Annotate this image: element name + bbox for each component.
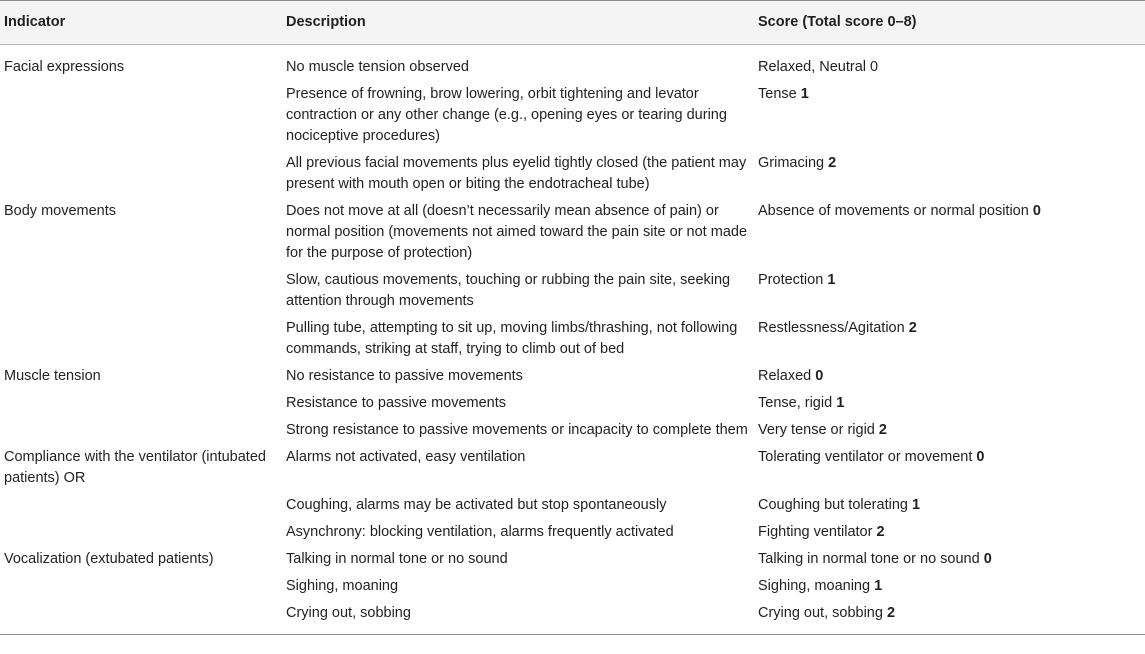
score-value: 1 — [874, 578, 883, 594]
indicator-cell — [0, 315, 281, 363]
indicator-cell — [0, 81, 281, 150]
table-header — [0, 1, 1145, 45]
score-value: 2 — [886, 605, 896, 621]
score-cell — [753, 390, 1145, 417]
score-cell — [753, 81, 1145, 150]
indicator-cell — [0, 600, 281, 635]
description-cell: Slow, cautious movements, touching or rubbing the pain site, seeking attention through movements — [286, 272, 731, 309]
indicator-cell — [0, 573, 281, 600]
score-label: Sighing, moaning — [758, 578, 875, 594]
table-row — [0, 573, 1145, 600]
score-cell — [753, 315, 1145, 363]
table-body — [0, 45, 1145, 635]
score-value: 2 — [876, 524, 885, 540]
score-label: Relaxed — [758, 368, 816, 384]
description-cell: Sighing, moaning — [286, 578, 399, 594]
description-cell: Talking in normal tone or no sound — [286, 551, 508, 567]
table-row — [0, 150, 1145, 198]
score-value: 0 — [976, 449, 985, 465]
indicator-cell: Vocalization (extubated patients) — [4, 551, 214, 567]
score-cell — [753, 519, 1145, 546]
indicator-cell: Muscle tension — [4, 368, 101, 384]
score-label: Relaxed, Neutral 0 — [758, 59, 879, 75]
score-label: Absence of movements or normal position — [758, 203, 1033, 219]
score-cell — [753, 150, 1145, 198]
score-cell — [753, 444, 1145, 492]
score-label: Tense — [758, 86, 801, 102]
score-value: 0 — [815, 368, 824, 384]
score-label: Talking in normal tone or no sound — [758, 551, 984, 567]
score-value: 0 — [1032, 203, 1041, 219]
indicator-cell: Body movements — [4, 203, 117, 219]
score-value: 2 — [908, 320, 917, 336]
description-cell: Crying out, sobbing — [281, 600, 753, 635]
description-cell: Presence of frowning, brow lowering, orbit tightening and levator contraction or any other change (e.g., opening eyes or tearing during nociceptive procedures) — [286, 86, 727, 144]
score-cell — [753, 492, 1145, 519]
score-label: Crying out, sobbing — [758, 605, 887, 621]
table-row — [0, 45, 1145, 82]
description-cell: No muscle tension observed — [286, 59, 469, 75]
score-label: Grimacing — [758, 155, 829, 171]
table-row — [0, 417, 1145, 444]
indicator-cell — [0, 267, 281, 315]
score-label: Protection — [758, 272, 828, 288]
score-cell — [753, 267, 1145, 315]
score-value: 1 — [836, 395, 845, 411]
score-cell — [753, 45, 1145, 82]
header-row — [0, 1, 1145, 45]
table-row — [0, 363, 1145, 390]
score-label: Restlessness/Agitation — [758, 320, 909, 336]
score-value: 2 — [828, 155, 837, 171]
description-cell: Does not move at all (doesn’t necessarily mean absence of pain) or normal position (movements not aimed toward the pain site or not made for the purpose of protection) — [286, 203, 748, 261]
indicator-cell: Facial expressions — [4, 59, 125, 75]
indicator-cell — [0, 390, 281, 417]
score-cell — [753, 573, 1145, 600]
score-label: Tolerating ventilator or movement — [758, 449, 977, 465]
description-cell: No resistance to passive movements — [286, 368, 523, 384]
indicator-cell — [0, 519, 281, 546]
table-row — [0, 444, 1145, 492]
score-cell — [753, 363, 1145, 390]
description-cell: Asynchrony: blocking ventilation, alarms frequently activated — [286, 524, 674, 540]
indicator-cell — [0, 417, 281, 444]
score-value: 0 — [983, 551, 992, 567]
score-cell — [753, 546, 1145, 573]
score-cell — [753, 600, 1145, 635]
table-row — [0, 81, 1145, 150]
table-row — [0, 267, 1145, 315]
table-row — [0, 546, 1145, 573]
score-label: Tense, rigid — [758, 395, 837, 411]
description-cell: Strong resistance to passive movements or incapacity to complete them — [286, 422, 748, 438]
table-row — [0, 315, 1145, 363]
score-label: Very tense or rigid — [758, 422, 879, 438]
score-cell — [753, 417, 1145, 444]
table-row — [0, 492, 1145, 519]
table-row — [0, 600, 1145, 635]
score-value: 1 — [827, 272, 836, 288]
indicator-cell — [0, 492, 281, 519]
table-row — [0, 390, 1145, 417]
indicator-cell — [0, 150, 281, 198]
table-row — [0, 198, 1145, 267]
header-description: Description — [281, 1, 753, 45]
score-label: Coughing but tolerating — [758, 497, 912, 513]
description-cell: Pulling tube, attempting to sit up, moving limbs/thrashing, not following commands, striking at staff, trying to climb out of bed — [286, 320, 738, 357]
description-cell: Alarms not activated, easy ventilation — [286, 449, 526, 465]
indicator-cell: Compliance with the ventilator (intubated patients) OR — [4, 449, 266, 486]
table-row — [0, 519, 1145, 546]
description-cell: All previous facial movements plus eyelid tightly closed (the patient may present with mouth open or biting the endotracheal tube) — [286, 155, 747, 192]
header-indicator: Indicator — [0, 1, 281, 45]
description-cell: Resistance to passive movements — [286, 395, 507, 411]
score-value: 1 — [911, 497, 921, 513]
score-value: 1 — [800, 86, 809, 102]
score-label: Fighting ventilator — [758, 524, 877, 540]
score-value: 2 — [878, 422, 887, 438]
header-score: Score (Total score 0–8) — [753, 1, 1145, 45]
score-cell — [753, 198, 1145, 267]
description-cell: Coughing, alarms may be activated but stop spontaneously — [286, 497, 667, 513]
